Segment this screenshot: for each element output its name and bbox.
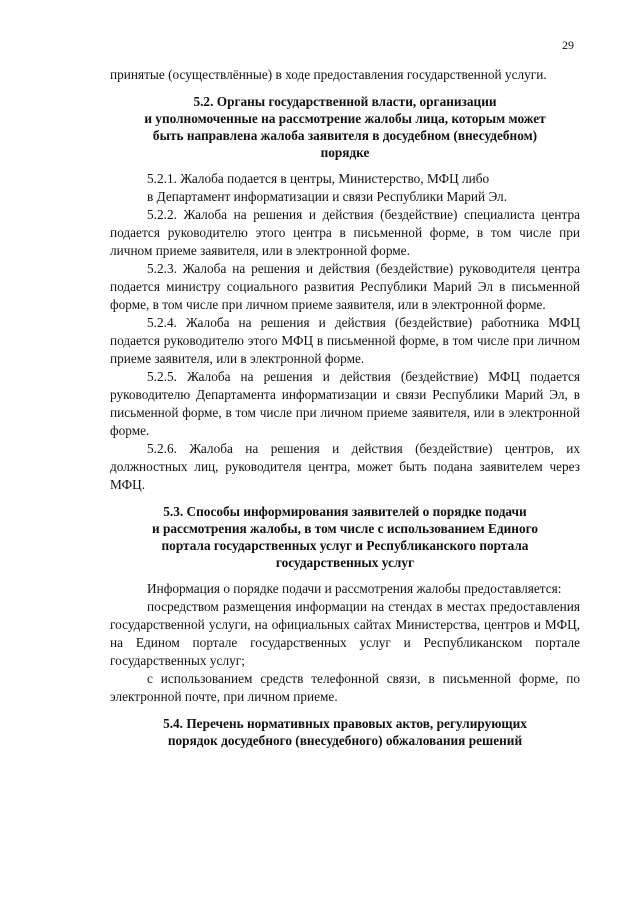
section-5-4-heading: 5.4. Перечень нормативных правовых актов, регулирующих порядок досудебного (внесудебного) обжалования решений: [163, 716, 527, 748]
document-body: [110, 66, 580, 758]
section-5-2-heading: 5.2. Органы государственной власти, организации и уполномоченные на рассмотрение жалобы лица, которым может быть направлена жалоба заявителя в досудебном (внесудебном) порядке: [144, 94, 546, 160]
section-5-3-bullet-2: с использованием средств телефонной связи, в письменной форме, по электронной почте, при личном приеме.: [110, 671, 580, 704]
continuation-paragraph: принятые (осуществлённые) в ходе предоставления государственной услуги.: [110, 67, 547, 82]
item-5-2-2: 5.2.2. Жалоба на решения и действия (бездействие) специалиста центра подается руководителю этого центра в письменной форме, в том числе при личном приеме заявителя, или в электронной форме.: [110, 207, 580, 258]
item-5-2-4: 5.2.4. Жалоба на решения и действия (бездействие) работника МФЦ подается руководителю этого МФЦ в письменной форме, в том числе при личном приеме заявителя, или в электронной форме.: [110, 315, 580, 366]
item-5-2-3: 5.2.3. Жалоба на решения и действия (бездействие) руководителя центра подается министру социального развития Республики Марий Эл в письменной форме, в том числе при личном приеме заявителя, или в электронной форме.: [110, 261, 580, 312]
item-5-2-6: 5.2.6. Жалоба на решения и действия (бездействие) центров, их должностных лиц, руководителя центра, может быть подана заявителем через МФЦ.: [110, 441, 580, 492]
section-5-3-intro: Информация о порядке подачи и рассмотрения жалобы предоставляется:: [147, 581, 562, 596]
page-number: 29: [562, 38, 574, 52]
item-5-2-1-line1: 5.2.1. Жалоба подается в центры, Министерство, МФЦ либо: [147, 171, 490, 186]
section-5-3-heading: 5.3. Способы информирования заявителей о порядке подачи и рассмотрения жалобы, в том числе с использованием Единого портала государственных услуг и Республиканского портала государственных услуг: [152, 504, 538, 570]
item-5-2-5: 5.2.5. Жалоба на решения и действия (бездействие) МФЦ подается руководителю Департамента информатизации и связи Республики Марий Эл, в письменной форме, в том числе при личном приеме заявителя, или в электронной форме.: [110, 369, 580, 438]
item-5-2-1-line2: в Департамент информатизации и связи Республики Марий Эл.: [147, 189, 508, 204]
section-5-3-bullet-1: посредством размещения информации на стендах в местах предоставления государственной услуги, на официальных сайтах Министерства, центров и МФЦ, на Едином портале государственных услуг и Республиканском портале государственных услуг;: [110, 599, 580, 668]
